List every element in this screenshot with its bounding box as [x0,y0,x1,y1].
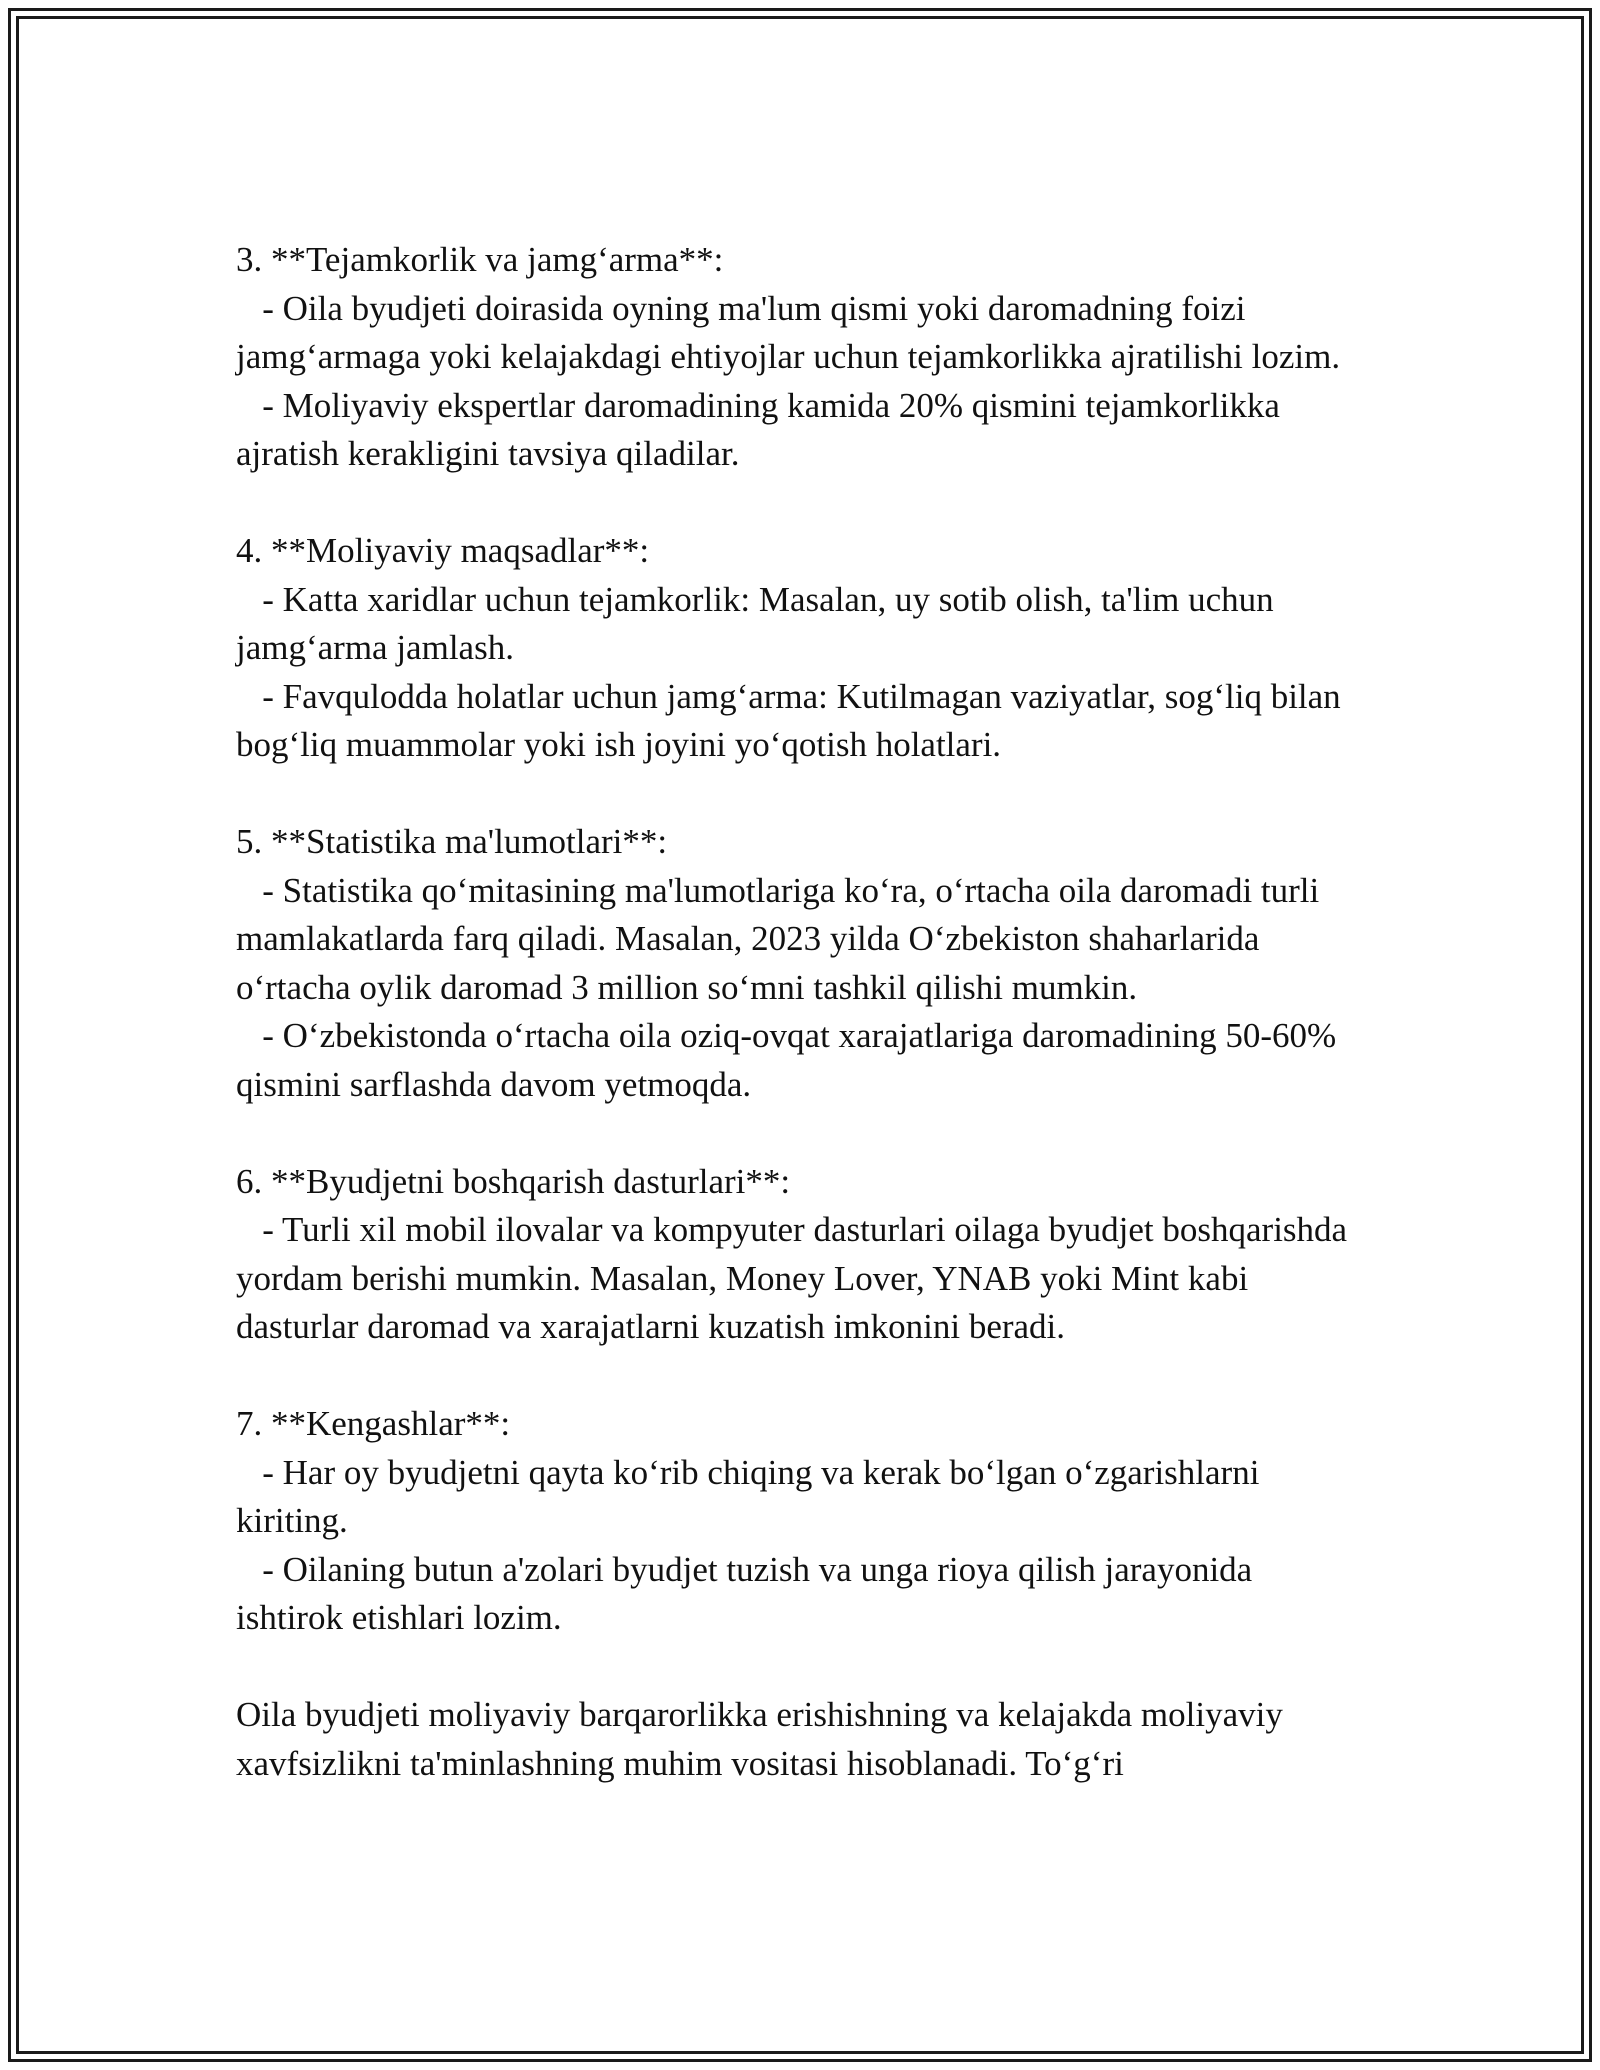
section-heading: 5. **Statistika ma'lumotlari**: [236,822,668,861]
section-heading: 3. **Tejamkorlik va jamg‘arma**: [236,240,724,279]
paragraph-gap [236,479,1356,528]
section [236,527,1356,770]
section [236,818,1356,1109]
paragraph-gap [236,1643,1356,1692]
section-bullet: - Favqulodda holatlar uchun jamg‘arma: Kutilmagan vaziyatlar, sog‘liq bilan bog‘liq muammolar yoki ish joyini yo‘qotish holatlari. [236,676,1350,764]
section-heading: 6. **Byudjetni boshqarish dasturlari**: [236,1161,791,1201]
section-bullet: - O‘zbekistonda o‘rtacha oila oziq-ovqat xarajatlariga daromadining 50-60% qismini sarflashda davom yetmoqda. [236,1016,1345,1104]
document-body [236,236,1356,1788]
section [236,1400,1356,1643]
section-bullet: - Moliyaviy ekspertlar daromadining kamida 20% qismini tejamkorlikka ajratish kerakligini tavsiya qiladilar. [236,385,1289,473]
section [236,1158,1356,1352]
section-bullet: - Katta xaridlar uchun tejamkorlik: Masalan, uy sotib olish, ta'lim uchun jamg‘arma jamlash. [236,579,1283,667]
section-heading: 7. **Kengashlar**: [236,1404,511,1443]
paragraph-gap [236,1109,1356,1158]
section-bullet: - Statistika qo‘mitasining ma'lumotlariga ko‘ra, o‘rtacha oila daromadi turli mamlakatlarda farq qiladi. Masalan, 2023 yilda O‘zbekiston shaharlarida o‘rtacha oylik daromad 3 million so‘mni tashkil qilishi mumkin. [236,870,1328,1007]
paragraph-gap [236,770,1356,819]
section-bullet: - Turli xil mobil ilovalar va kompyuter dasturlari oilaga byudjet boshqarishda yordam berishi mumkin. Masalan, Money Lover, YNAB yoki Mint kabi dasturlar daromad va xarajatlarni kuzatish imkonini beradi. [236,1210,1356,1346]
paragraph-gap [236,1352,1356,1401]
section-bullet: - Oilaning butun a'zolari byudjet tuzish va unga rioya qilish jarayonida ishtirok etishlari lozim. [236,1549,1261,1637]
section-bullet: - Oila byudjeti doirasida oyning ma'lum qismi yoki daromadning foizi jamg‘armaga yoki kelajakdagi ehtiyojlar uchun tejamkorlikka ajratilishi lozim. [236,288,1341,376]
section [236,236,1356,479]
section-heading: 4. **Moliyaviy maqsadlar**: [236,531,650,570]
conclusion-paragraph: Oila byudjeti moliyaviy barqarorlikka erishishning va kelajakda moliyaviy xavfsizlikni ta'minlashning muhim vositasi hisoblanadi. To‘g‘ri [236,1695,1292,1783]
section-bullet: - Har oy byudjetni qayta ko‘rib chiqing va kerak bo‘lgan o‘zgarishlarni kiriting. [236,1452,1269,1540]
